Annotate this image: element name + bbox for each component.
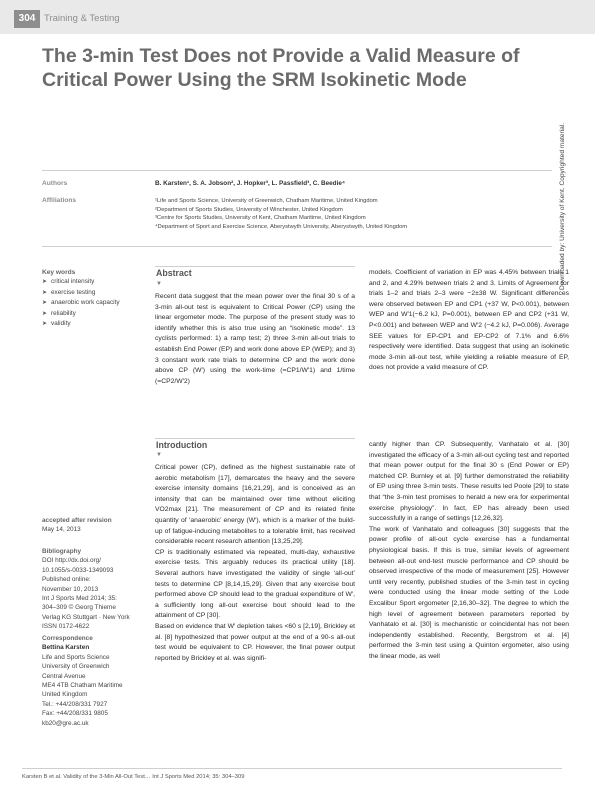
introduction-top-rule [155,438,355,439]
introduction-col2 [369,440,569,662]
accepted-label: accepted after revision [42,517,112,524]
bullet-arrow-icon: ➤ [42,310,48,317]
triangle-down-icon: ▼ [156,452,162,458]
correspondence-line: United Kingdom [42,691,88,699]
accepted-date: May 14, 2013 [42,526,81,534]
section-label: Training & Testing [44,13,120,24]
authors: B. Karsten¹, S. A. Jobson², J. Hopker³, L. Passfield³, C. Beedie⁴ [155,180,346,187]
page-number: 304 [14,10,40,28]
keyword-item: ➤ anaerobic work capacity [42,298,120,308]
correspondence-line: Central Avenue [42,672,86,680]
bullet-arrow-icon: ➤ [42,289,48,296]
article-title [42,44,542,92]
introduction-col1 [155,463,355,664]
abstract-heading: Abstract [156,268,192,278]
bibliography-line: ISSN 0172-4622 [42,623,90,631]
correspondence-email[interactable]: kb20@gre.ac.uk [42,719,89,727]
abstract-col2: models. Coefficient of variation in EP was 4.45% between trials 1 and 2, and 4.29% between trials 2 and 3. Limits of Agreement for trials 1–2 and trials 2–3 were −2±38 W. Significant differences were observed between EP and CP1 (+37 W, P<0.001), between WEP and W′1(−6.2 kJ, P=0.001), between EP and CP2 (+31 W, P<0.001) and between WEP and W′2 (−4.2 kJ, P=0.006). Average SEE values for EP-CP1 and EP-CP2 of 7.1% and 6.6% respectively were identified. Data suggest that using an isokinetic mode 3-min all-out test, while yielding a reliable measure of EP, does not provide a valid measure of CP. [369,269,569,372]
affiliation: ⁴Department of Sport and Exercise Science, Aberystwyth University, Aberystwyth, United Kingdom [155,224,408,231]
doi-value[interactable]: 10.1055/s-0033-1349093 [42,566,114,574]
correspondence-name: Bettina Karsten [42,644,90,652]
paragraph: CP is traditionally estimated via repeated, multi-day, exhaustive exercise tests. This arguably reduces its practical utility [18]. Several authors have investigated the validity of single ‘all-out’ tests to determine CP [8,14,15,29]. Given that any exercise bout performed above CP should lead to the gradual expenditure of W′, a sufficiently long all-out exercise bout should lead to the attainment of CP [30]. [155,548,355,620]
keywords-block [42,268,120,329]
correspondence-label: Correspondence [42,635,93,642]
affiliations [155,197,407,232]
triangle-down-icon: ▼ [156,281,162,287]
bullet-arrow-icon: ➤ [42,300,48,307]
keywords-label: Key words [42,269,76,276]
paragraph: Based on evidence that W′ depletion takes <60 s [2,19], Brickley et al. [8] hypothesized that power output at the end of a 90-s all-out test would be equivalent to CP. However, the final power output reported by Brickley et al. was signifi- [155,622,355,662]
footer-rule [22,768,562,769]
paragraph: Critical power (CP), defined as the highest sustainable rate of aerobic metabolism [17], demarcates the heavy and the severe exercise intensity domains [16,21,29], and is conceived as an intensity that can be maintained over time without eliciting VO2max [21]. The measurement of CP and its related finite quantity of ‘anaerobic’ energy (W′), which is a marker of the build-up of fatigue-inducing metabolites to a tolerable limit, has received considerable recent research attention [13,25,29]. [155,464,355,546]
affiliation: ²Department of Sports Studies, University of Winchester, United Kingdom [155,206,343,213]
correspondence-line: Life and Sports Science [42,653,110,661]
accepted-block [42,516,112,535]
authors-label: Authors [42,180,68,187]
correspondence-line: University of Greenwich [42,663,110,671]
bullet-arrow-icon: ➤ [42,321,48,328]
bibliography-line: Published online: [42,576,91,584]
title-line-2: Critical Power Using the SRM Isokinetic Mode [42,69,467,91]
keyword-item: ➤ critical intensity [42,277,120,287]
bibliography-line: Int J Sports Med 2014; 35: [42,595,117,603]
bullet-arrow-icon: ➤ [42,279,48,286]
title-divider [42,170,552,171]
bibliography-line: November 10, 2013 [42,585,99,593]
correspondence-line: Fax: +44/208/331 9805 [42,710,108,718]
affiliation-divider [42,246,552,247]
footer-citation: Karsten B et al. Validity of the 3-Min All-Out Test… Int J Sports Med 2014; 35: 304–309 [22,774,245,780]
keyword-item: ➤ reliability [42,309,120,319]
bibliography-block [42,547,130,632]
doi-link[interactable]: DOI http://dx.doi.org/ [42,557,101,565]
correspondence-line: Tel.: +44/208/331 7927 [42,700,108,708]
title-line-1: The 3-min Test Does not Provide a Valid Measure of [42,45,520,67]
affiliations-label: Affiliations [42,197,77,204]
paragraph: cantly higher than CP. Subsequently, Vanhatalo et al. [30] investigated the efficacy of a 3-min all-out cycling test and reported that mean power output for the final 30 s (End Power or EP) matched CP. Burnley et al. [9] further demonstrated the reliability of EP using three 3-min tests. These results led Poole [29] to state that “the 3-min test promises to herald a new era for experimental exercise physiology”. In fact, EP has already been used successfully in a range of settings [12,26,32]. [369,441,569,523]
bibliography-label: Bibliography [42,548,82,555]
bibliography-line: 304–309 © Georg Thieme [42,604,116,612]
correspondence-line: ME4 4TB Chatham Maritime [42,682,123,690]
keyword-item: ➤ validity [42,319,120,329]
affiliation: ¹Life and Sports Science, University of Greenwich, Chatham Maritime, United Kingdom [155,198,378,204]
download-notice: Downloaded by: University of Kent. Copyrighted material. [559,122,566,290]
affiliation: ³Centre for Sports Studies, University of Kent, Chatham Maritime, United Kingdom [155,215,366,222]
abstract-top-rule [155,266,355,267]
paragraph: The work of Vanhatalo and colleagues [30] suggests that the power profile of all-out cycle exercise has a fundamental physiological basis. If this is true, similar levels of agreement between all-out end-test muscle performance and CP should be observed irrespective of the mode of measurement [25]. However until very recently, published studies of the 3-min test in cycling were conducted using the linear mode setting of the Lode Excalibur Sport ergometer [2,16,30–32]. The degree to which the high level of agreement between parameters reported by Vanhatalo et al. [30] is mechanistic or coincidental has not been independently established. Recently, Bergstrom et al. [4] performed the 3-min test using a Quinton ergometer, also using the linear mode, as well [369,525,569,660]
introduction-heading: Introduction [156,440,208,450]
keyword-item: ➤ exercise testing [42,288,120,298]
abstract-col1: Recent data suggest that the mean power over the final 30 s of a 3-min all-out test is equivalent to Critical Power (CP) using the linear ergometer mode. The purpose of the present study was to identify whether this is also true using an “isokinetic mode”. 13 cyclists performed: 1) a ramp test; 2) three 3-min all-out trials to establish End Power (EP) and work done above EP (WEP); and 3) 3 constant work rate trials to determine CP and the work done above CP (W′) using the work-time (=CP1/W′1) and 1/time (=CP2/W′2) [155,293,355,385]
correspondence-block [42,634,123,728]
bibliography-line: Verlag KG Stuttgart · New York [42,613,130,621]
